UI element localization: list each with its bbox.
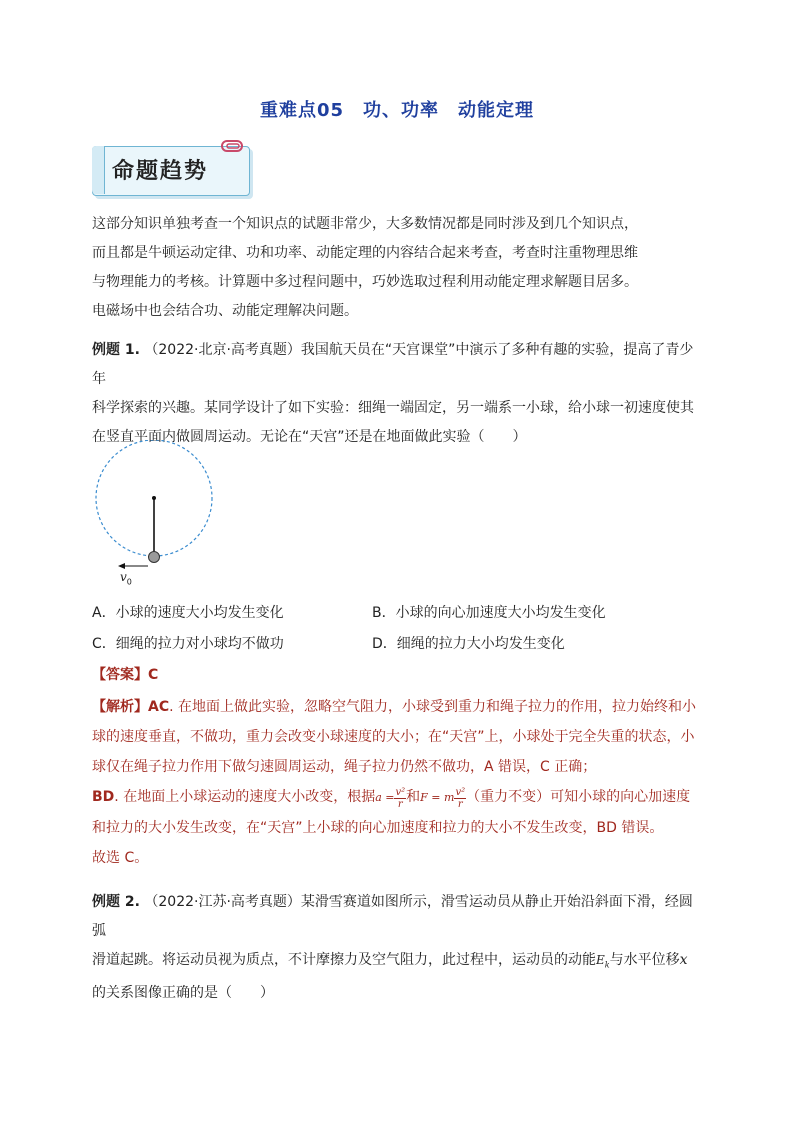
ball [149, 552, 160, 563]
example1-label: 例题 1. [92, 342, 140, 358]
example1-line3: 在竖直平面内做圆周运动。无论在“天宫”还是在地面做此实验（ ） [92, 429, 527, 445]
example1-line1 [92, 336, 704, 394]
intro-line: 这部分知识单独考查一个知识点的试题非常少，大多数情况都是同时涉及到几个知识点， [92, 216, 638, 232]
analysis-line1 [92, 692, 704, 722]
example2-line2: 滑道起跳。将运动员视为质点，不计摩擦力及空气阻力，此过程中，运动员的动能$E_k$与水平位移x [92, 952, 688, 970]
analysis-text: . 在地面上小球运动的速度大小改变，根据 [114, 789, 376, 805]
example2-question [92, 888, 704, 1008]
analysis-bd-label: BD [92, 789, 115, 805]
option-d: D．细绳的拉力大小均发生变化 [372, 636, 565, 652]
formula-acceleration: a = $\frac{\text{v²}}{r}$ [375, 786, 406, 810]
analysis-line6: 故选 C。 [92, 850, 149, 866]
example1-line2: 科学探索的兴趣。某同学设计了如下实验：细绳一端固定，另一端系一小球，给小球一初速度使其 [92, 400, 694, 416]
option-a: A．小球的速度大小均发生变化 [92, 605, 284, 621]
paperclip-icon [220, 140, 246, 154]
analysis-block [92, 692, 704, 873]
banner-label: 命题趋势 [112, 158, 209, 184]
analysis-line2: 球的速度垂直，不做功，重力会改变小球速度的大小；在“天宫”上，小球处于完全失重的状态，小 [92, 729, 695, 745]
analysis-ac-label: AC [148, 699, 170, 715]
kinetic-energy-symbol: $E_k$ [596, 953, 610, 970]
option-c: C．细绳的拉力对小球均不做功 [92, 636, 284, 652]
formula-force: F = m $\frac{\text{v²}}{r}$ [420, 786, 466, 810]
analysis-line4 [92, 782, 704, 813]
option-b: B．小球的向心加速度大小均发生变化 [372, 605, 606, 621]
analysis-line3: 球仅在绳子拉力作用下做匀速圆周运动，绳子拉力仍然不做功，A 错误，C 正确； [92, 759, 597, 775]
intro-line: 与物理能力的考核。计算题中多过程问题中，巧妙选取过程利用动能定理求解题目居多。 [92, 274, 638, 290]
page-title: 重难点05 功、功率 动能定理 [259, 100, 535, 121]
example2-line1 [92, 888, 704, 946]
analysis-tag: 【解析】 [92, 699, 148, 715]
example2-line3: 的关系图像正确的是（ ） [92, 985, 274, 1002]
intro-line: 而且都是牛顿运动定律、功和功率、动能定理的内容结合起来考查，考查时注重物理思维 [92, 245, 638, 261]
example1-source: （2022·北京·高考真题） [144, 342, 301, 358]
displacement-symbol: x [679, 952, 688, 968]
intro-paragraph [92, 210, 704, 326]
banner-scroll-curl [92, 146, 105, 194]
analysis-line5: 和拉力的大小发生改变，在“天宫”上小球的向心加速度和拉力的大小不发生改变，BD 错误。 [92, 820, 664, 836]
circular-motion-figure [92, 440, 222, 590]
velocity-label: $v_0$ [120, 570, 132, 587]
intro-line: 电磁场中也会结合功、动能定理解决问题。 [92, 303, 358, 319]
analysis-text: . 在地面上做此实验，忽略空气阻力，小球受到重力和绳子拉力的作用，拉力始终和小 [169, 699, 697, 715]
answer: 【答案】C [92, 667, 159, 683]
velocity-arrow-head [118, 563, 125, 569]
example2-source: （2022·江苏·高考真题） [144, 894, 301, 910]
analysis-text: 和 [406, 789, 421, 805]
example1-question [92, 336, 704, 452]
circle-diagram [92, 440, 222, 590]
example2-text: 某滑雪赛道如图所示，滑雪运动员从静止开始沿斜面下滑，经圆弧 [92, 894, 693, 939]
example2-label: 例题 2. [92, 894, 140, 910]
analysis-text: （重力不变）可知小球的向心加速度 [466, 789, 691, 805]
section-banner [92, 140, 254, 200]
example1-text: 我国航天员在“天宫课堂”中演示了多种有趣的实验，提高了青少年 [92, 342, 694, 387]
